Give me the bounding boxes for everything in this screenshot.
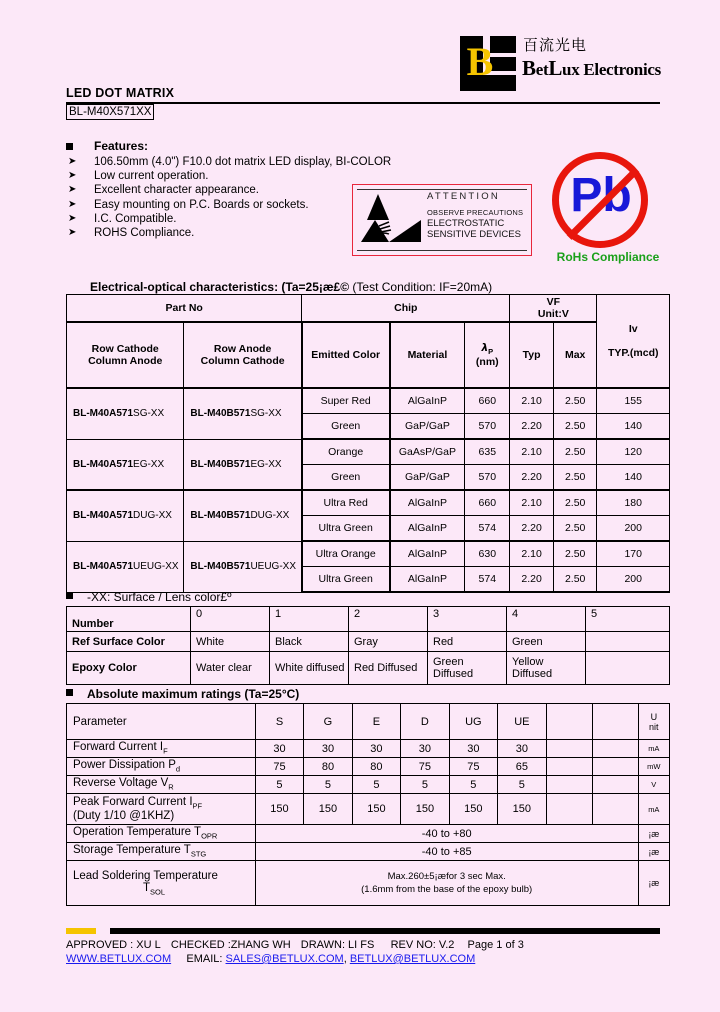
param-unit: ¡æ (638, 861, 669, 906)
epoxy-color: White diffused (270, 652, 349, 685)
epoxy-color: Red Diffused (349, 652, 428, 685)
arrow-bullet-icon: ➤ (68, 227, 77, 239)
company-logo (455, 33, 705, 93)
iv-typ: 120 (597, 439, 670, 465)
vf-typ: 2.20 (510, 414, 554, 440)
material: GaAsP/GaP (390, 439, 465, 465)
param-value: 75 (255, 758, 303, 776)
part-number-a: BL-M40A571DUG-XX (67, 490, 184, 541)
header-emitted-color: Emitted Color (302, 322, 390, 388)
emitted-color: Ultra Green (302, 516, 390, 542)
eo-caption: Electrical-optical characteristics: (Ta=25¡æ£© (Test Condition: IF=20mA) (90, 280, 493, 294)
emitted-color: Green (302, 465, 390, 491)
param-value: 30 (401, 740, 449, 758)
epoxy-color (586, 652, 670, 685)
header-vf: VF Unit:V (510, 295, 597, 323)
emitted-color: Green (302, 414, 390, 440)
table-row (67, 825, 670, 843)
header-iv: Iv TYP.(mcd) (597, 295, 670, 389)
param-unit: V (638, 776, 669, 794)
vf-max: 2.50 (553, 541, 597, 567)
emitted-color: Orange (302, 439, 390, 465)
param-name: Storage Temperature $T_{STG}$ (67, 843, 256, 861)
param-value: 30 (449, 740, 497, 758)
vf-typ: 2.10 (510, 541, 554, 567)
lens-color-table (66, 606, 670, 685)
param-value: 5 (498, 776, 546, 794)
header-col-g: G (304, 704, 352, 740)
header-col-s: S (255, 704, 303, 740)
param-value (546, 776, 592, 794)
lens-caption: -XX: Surface / Lens color£º (66, 590, 231, 604)
vf-typ: 2.10 (510, 388, 554, 414)
param-value: 65 (498, 758, 546, 776)
part-number-b: BL-M40B571UEUG-XX (184, 541, 302, 592)
company-name-chinese: 百流光电 (523, 36, 588, 54)
betlux-logo-mark (460, 36, 516, 91)
electrical-optical-table (66, 294, 670, 593)
rohs-label: RoHs Compliance (556, 250, 660, 264)
param-value: 5 (304, 776, 352, 794)
surface-color: White (191, 632, 270, 652)
param-name: Lead Soldering Temperature $T_{SOL}$ (67, 861, 256, 906)
part-number-b: BL-M40B571DUG-XX (184, 490, 302, 541)
param-name: Reverse Voltage $V_R$ (67, 776, 256, 794)
solder-condition: Max.260±5¡æfor 3 sec Max. (1.6mm from the base of the epoxy bulb) (255, 861, 638, 906)
param-unit: ¡æ (638, 825, 669, 843)
header-col-ug: UG (449, 704, 497, 740)
part-number-b: BL-M40B571EG-XX (184, 439, 302, 490)
param-value (546, 740, 592, 758)
header-row-anode: Row Anode Column Cathode (184, 322, 302, 388)
part-number-b: BL-M40B571SG-XX (184, 388, 302, 439)
material: AlGaInP (390, 541, 465, 567)
lens-number: 5 (586, 607, 670, 632)
param-value: 30 (498, 740, 546, 758)
surface-color: Red (428, 632, 507, 652)
table-row (67, 541, 670, 567)
table-row (67, 776, 670, 794)
bullet-square-icon (66, 143, 73, 150)
param-value: 150 (401, 794, 449, 825)
lens-row-label: Ref Surface Color (67, 632, 191, 652)
table-row (67, 861, 670, 906)
vf-max: 2.50 (553, 414, 597, 440)
footer-accent-bar (66, 928, 96, 934)
emitted-color: Ultra Orange (302, 541, 390, 567)
company-name-english: BetLux Electronics (522, 56, 661, 80)
lead-symbol: Pb (570, 169, 632, 222)
surface-color (586, 632, 670, 652)
iv-typ: 155 (597, 388, 670, 414)
header-col-ue: UE (498, 704, 546, 740)
footer-divider (110, 928, 660, 934)
param-value (546, 794, 592, 825)
lambda-p: 570 (465, 414, 510, 440)
material: AlGaInP (390, 490, 465, 516)
arrow-bullet-icon: ➤ (68, 170, 77, 182)
surface-color: Black (270, 632, 349, 652)
vf-typ: 2.20 (510, 567, 554, 593)
param-value: 5 (449, 776, 497, 794)
header-max: Max (553, 322, 597, 388)
feature-item: ➤ I.C. Compatible. (68, 212, 177, 225)
table-subheader-row (67, 322, 670, 388)
feature-item: ➤ ROHS Compliance. (68, 227, 195, 240)
lens-number: 0 (191, 607, 270, 632)
epoxy-color: Green Diffused (428, 652, 507, 685)
esd-attention-label: ATTENTION (427, 191, 500, 202)
iv-typ: 140 (597, 414, 670, 440)
arrow-bullet-icon: ➤ (68, 156, 77, 167)
table-row (67, 794, 670, 825)
header-chip: Chip (302, 295, 510, 323)
bullet-square-icon (66, 592, 73, 599)
page-title: LED DOT MATRIX (66, 86, 175, 100)
footer-approval-line: APPROVED : XU L CHECKED :ZHANG WH DRAWN: LI FS REV NO: V.2 Page 1 of 3 (66, 939, 524, 951)
lens-number: 1 (270, 607, 349, 632)
email-label: EMAIL: (186, 953, 223, 965)
param-value (592, 758, 638, 776)
esd-precaution-text: OBSERVE PRECAUTIONS ELECTROSTATIC SENSITIVE DEVICES (427, 208, 524, 240)
material: GaP/GaP (390, 414, 465, 440)
param-value: 150 (304, 794, 352, 825)
material: GaP/GaP (390, 465, 465, 491)
param-value: 30 (304, 740, 352, 758)
param-value: 75 (401, 758, 449, 776)
param-value: 75 (449, 758, 497, 776)
email-link-sales[interactable]: SALES@BETLUX.COM (225, 953, 344, 965)
vf-max: 2.50 (553, 567, 597, 593)
arrow-bullet-icon: ➤ (68, 198, 77, 210)
emitted-color: Ultra Red (302, 490, 390, 516)
features-section (66, 139, 392, 240)
lens-number: 3 (428, 607, 507, 632)
emitted-color: Super Red (302, 388, 390, 414)
table-row (67, 740, 670, 758)
arrow-bullet-icon: ➤ (68, 212, 77, 224)
header-material: Material (390, 322, 465, 388)
param-name: Operation Temperature $T_{OPR}$ (67, 825, 256, 843)
param-value: 30 (352, 740, 400, 758)
esd-warning-icon (359, 190, 425, 246)
header-unit: U nit (638, 704, 669, 740)
param-value: 150 (255, 794, 303, 825)
lens-number: 4 (507, 607, 586, 632)
email-link-betlux[interactable]: BETLUX@BETLUX.COM (349, 953, 476, 965)
vf-typ: 2.10 (510, 490, 554, 516)
param-name: Peak Forward Current $I_{PF}$ (Duty 1/10 @1KHZ) (67, 794, 256, 825)
table-row (67, 439, 670, 465)
header-parameter: Parameter (67, 704, 256, 740)
iv-typ: 170 (597, 541, 670, 567)
param-unit: mA (638, 740, 669, 758)
header-col-e: E (352, 704, 400, 740)
title-divider (66, 102, 660, 104)
param-value: 150 (449, 794, 497, 825)
param-unit: mW (638, 758, 669, 776)
table-row (67, 388, 670, 414)
abs-caption: Absolute maximum ratings (Ta=25°C) (66, 687, 299, 701)
param-value: 80 (352, 758, 400, 776)
iv-typ: 180 (597, 490, 670, 516)
header-col-blank2 (592, 704, 638, 740)
lens-number: 2 (349, 607, 428, 632)
lambda-p: 630 (465, 541, 510, 567)
lens-row-label: Epoxy Color (67, 652, 191, 685)
material: AlGaInP (390, 516, 465, 542)
param-value: 5 (255, 776, 303, 794)
param-name: Power Dissipation $P_d$ (67, 758, 256, 776)
vf-max: 2.50 (553, 439, 597, 465)
param-value: 80 (304, 758, 352, 776)
features-heading: Features: (66, 139, 366, 153)
feature-item: ➤ Excellent character appearance. (68, 184, 259, 197)
rohs-compliance-logo (548, 152, 670, 270)
vf-max: 2.50 (553, 465, 597, 491)
lambda-p: 574 (465, 516, 510, 542)
param-value: 5 (352, 776, 400, 794)
vf-max: 2.50 (553, 490, 597, 516)
feature-item: ➤ 106.50mm (4.0") F10.0 dot matrix LED display, BI-COLOR (68, 156, 392, 168)
header-row-cathode: Row Cathode Column Anode (67, 322, 184, 388)
table-header-row (67, 295, 670, 323)
surface-color: Green (507, 632, 586, 652)
table-row (67, 843, 670, 861)
bullet-square-icon (66, 689, 73, 696)
lambda-p: 660 (465, 388, 510, 414)
lambda-p: 574 (465, 567, 510, 593)
absolute-maximum-ratings-table (66, 703, 670, 906)
param-value: 150 (498, 794, 546, 825)
surface-color: Gray (349, 632, 428, 652)
feature-item: ➤ Easy mounting on P.C. Boards or sockets. (68, 198, 309, 211)
arrow-bullet-icon: ➤ (68, 184, 77, 196)
website-link[interactable]: WWW.BETLUX.COM (66, 953, 172, 965)
param-name: Forward Current $I_F$ (67, 740, 256, 758)
emitted-color: Ultra Green (302, 567, 390, 593)
param-unit: ¡æ (638, 843, 669, 861)
iv-typ: 140 (597, 465, 670, 491)
header-lambda: $\lambda_P$ (nm) (465, 322, 510, 388)
material: AlGaInP (390, 388, 465, 414)
part-number-box: BL-M40X571XX (66, 104, 154, 120)
part-number-a: BL-M40A571EG-XX (67, 439, 184, 490)
lambda-p: 635 (465, 439, 510, 465)
param-value-span: -40 to +80 (255, 825, 638, 843)
email-separator: , (343, 953, 347, 965)
table-row (67, 652, 670, 685)
vf-typ: 2.20 (510, 516, 554, 542)
param-value: 5 (401, 776, 449, 794)
vf-typ: 2.10 (510, 439, 554, 465)
footer-contact-line (66, 953, 475, 965)
header-col-d: D (401, 704, 449, 740)
table-row (67, 490, 670, 516)
param-value (592, 740, 638, 758)
part-number-a: BL-M40A571SG-XX (67, 388, 184, 439)
param-value (546, 758, 592, 776)
vf-max: 2.50 (553, 516, 597, 542)
iv-typ: 200 (597, 516, 670, 542)
param-value: 150 (352, 794, 400, 825)
esd-attention-box (352, 184, 532, 256)
part-number-a: BL-M40A571UEUG-XX (67, 541, 184, 592)
logo-letter-b: B (466, 39, 494, 84)
epoxy-color: Water clear (191, 652, 270, 685)
table-row (67, 758, 670, 776)
param-value-span: -40 to +85 (255, 843, 638, 861)
lens-row-label: Number (67, 607, 191, 632)
table-row (67, 607, 670, 632)
param-unit: mA (638, 794, 669, 825)
lambda-p: 660 (465, 490, 510, 516)
vf-max: 2.50 (553, 388, 597, 414)
epoxy-color: Yellow Diffused (507, 652, 586, 685)
vf-typ: 2.20 (510, 465, 554, 491)
param-value (592, 794, 638, 825)
material: AlGaInP (390, 567, 465, 593)
feature-item: ➤ Low current operation. (68, 170, 209, 183)
param-value (592, 776, 638, 794)
iv-typ: 200 (597, 567, 670, 593)
table-row (67, 632, 670, 652)
table-header-row (67, 704, 670, 740)
lambda-p: 570 (465, 465, 510, 491)
param-value: 30 (255, 740, 303, 758)
header-typ: Typ (510, 322, 554, 388)
header-part-no: Part No (67, 295, 302, 323)
header-col-blank1 (546, 704, 592, 740)
